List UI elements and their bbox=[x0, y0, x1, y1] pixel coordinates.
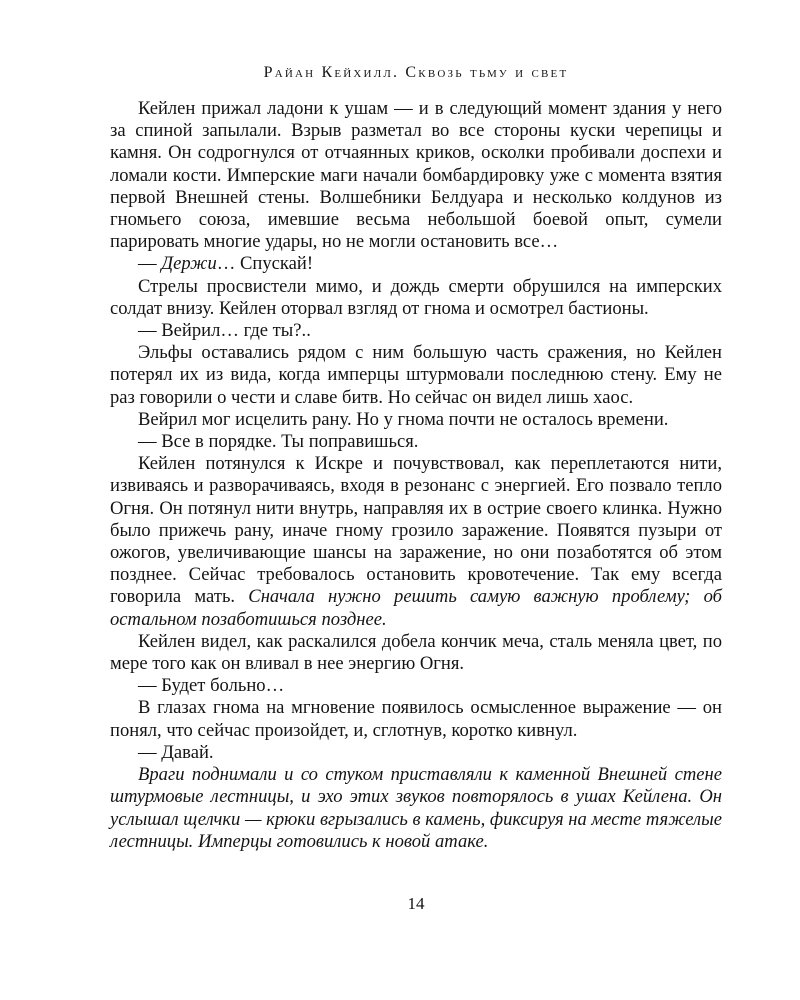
italic-text-segment: Сначала нужно решить самую важную проблему; об остальном позаботишься позднее. bbox=[110, 586, 722, 630]
text-segment: — Давай. bbox=[138, 741, 214, 763]
text-segment: — Вейрил… где ты?.. bbox=[138, 320, 311, 342]
page-number: 14 bbox=[407, 894, 425, 913]
paragraph bbox=[110, 409, 722, 431]
text-segment: Стрелы просвистели мимо, и дождь смерти обрушился на имперских солдат внизу. Кейлен оторвал взгляд от гнома и осмотрел бастионы. bbox=[110, 275, 722, 319]
book-page bbox=[110, 62, 722, 942]
paragraph bbox=[110, 253, 722, 275]
paragraph bbox=[110, 631, 722, 675]
paragraph bbox=[110, 276, 722, 320]
paragraph bbox=[110, 453, 722, 631]
text-segment: — bbox=[138, 253, 162, 275]
paragraph bbox=[110, 697, 722, 741]
italic-text-segment: Враги поднимали и со стуком приставляли к каменной Внешней стене штурмовые лестницы, и эхо этих звуков повторялось в ушах Кейлена. Он услышал щелчки — крюки вгрызались в камень, фиксируя на месте тяжелые лестницы. Имперцы готовились к новой атаке. bbox=[110, 764, 722, 852]
text-segment: Кейлен видел, как раскалился добела кончик меча, сталь меняла цвет, по мере того как он вливал в нее энергию Огня. bbox=[110, 630, 722, 675]
text-segment: Кейлен прижал ладони к ушам — и в следующий момент здания у него за спиной запылали. Взрыв разметал во все стороны куски черепицы и камня. Он содрогнулся от отчаянных криков, осколки пробивали доспехи и ломали кости. Имперские маги начали бомбардировку уже с момента взятия первой Внешней стены. Волшебники Белдуара и несколько колдунов из гномьего союза, имевшие весьма небольшой боевой опыт, сумели парировать многие удары, но не могли остановить все… bbox=[110, 98, 722, 253]
text-segment: Эльфы оставались рядом с ним большую часть сражения, но Кейлен потерял их из вида, когда имперцы штурмовали последнюю стену. Ему не раз говорили о чести и славе битв. Но сейчас он видел лишь хаос. bbox=[110, 342, 722, 408]
text-segment: — Будет больно… bbox=[138, 675, 285, 697]
paragraph bbox=[110, 342, 722, 409]
text-segment: В глазах гнома на мгновение появилось осмысленное выражение — он понял, что сейчас произойдет, и, сглотнув, коротко кивнул. bbox=[110, 697, 722, 741]
italic-text-segment: Держи bbox=[161, 253, 217, 275]
text-segment: Кейлен потянулся к Искре и почувствовал, как переплетаются нити, извиваясь и разворачиваясь, входя в резонанс с энергией. Его позвало тепло Огня. Он потянул нити внутрь, направляя их в острие своего клинка. Нужно было прижечь рану, иначе гному грозило заражение. Появятся пузыри от ожогов, увеличивающие шансы на заражение, но они позаботятся об этом позднее. Сейчас требовалось остановить кровотечение. Так ему всегда говорила мать. bbox=[110, 453, 722, 608]
text-segment: Вейрил мог исцелить рану. Но у гнома почти не осталось времени. bbox=[138, 408, 669, 430]
paragraph bbox=[110, 764, 722, 853]
text-segment: — Все в порядке. Ты поправишься. bbox=[138, 431, 419, 453]
paragraph bbox=[110, 320, 722, 342]
paragraph bbox=[110, 742, 722, 764]
text-segment: … Спускай! bbox=[216, 253, 314, 275]
running-head: Райан Кейхилл. Сквозь тьму и свет bbox=[263, 64, 569, 81]
paragraph bbox=[110, 675, 722, 697]
paragraph bbox=[110, 431, 722, 453]
paragraph bbox=[110, 98, 722, 253]
body-text bbox=[110, 98, 722, 853]
